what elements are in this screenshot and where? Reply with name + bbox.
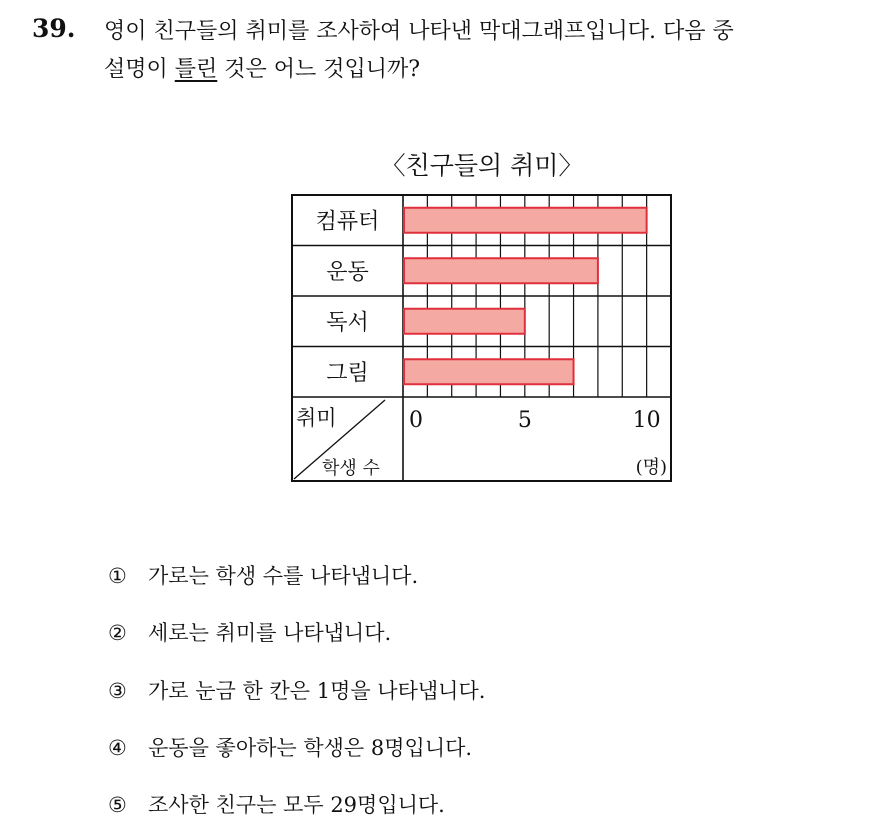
option-5-text: 조사한 친구는 모두 29명입니다. [148,793,445,817]
option-4-mark: ④ [108,736,127,760]
bar-1 [404,208,647,233]
category-label: 컴퓨터 [315,209,380,235]
x-tick-label: 5 [517,408,532,433]
corner-bottom-label: 학생 수 [322,458,380,479]
option-2-text: 세로는 취미를 나타냅니다. [148,621,392,645]
category-label: 운동 [326,259,369,285]
question-emphasis: 틀린 [174,57,218,82]
option-1-mark: ① [108,564,127,588]
corner-top-label: 취미 [296,406,337,430]
option-5-mark: ⑤ [108,793,127,817]
x-tick-label: 10 [632,408,661,433]
option-3-mark: ③ [108,679,127,703]
option-3-text: 가로 눈금 한 칸은 1명을 나타냅니다. [148,679,486,703]
option-3[interactable] [108,675,485,705]
bar-3 [404,309,525,334]
bar-2 [404,258,598,283]
chart-frame [292,195,671,481]
option-4-text: 운동을 좋아하는 학생은 8명입니다. [148,736,473,760]
question-text-line1: 영이 친구들의 취미를 조사하여 나타낸 막대그래프입니다. 다음 중 [104,19,734,44]
bar-4 [404,359,574,384]
x-tick-label: 0 [409,408,423,433]
option-2[interactable] [108,617,391,647]
option-4[interactable] [108,732,472,762]
option-1-text: 가로는 학생 수를 나타냅니다. [148,564,419,588]
question-text-suffix: 것은 어느 것입니까? [217,57,421,82]
unit-label: (명) [635,457,667,478]
option-5[interactable] [108,789,445,819]
chart-title: 〈친구들의 취미〉 [380,151,584,180]
category-label: 독서 [326,310,369,336]
option-2-mark: ② [108,621,127,645]
question-number: 39. [32,14,76,43]
question-text-prefix: 설명이 [104,57,175,82]
option-1[interactable] [108,560,418,590]
category-label: 그림 [326,360,369,386]
